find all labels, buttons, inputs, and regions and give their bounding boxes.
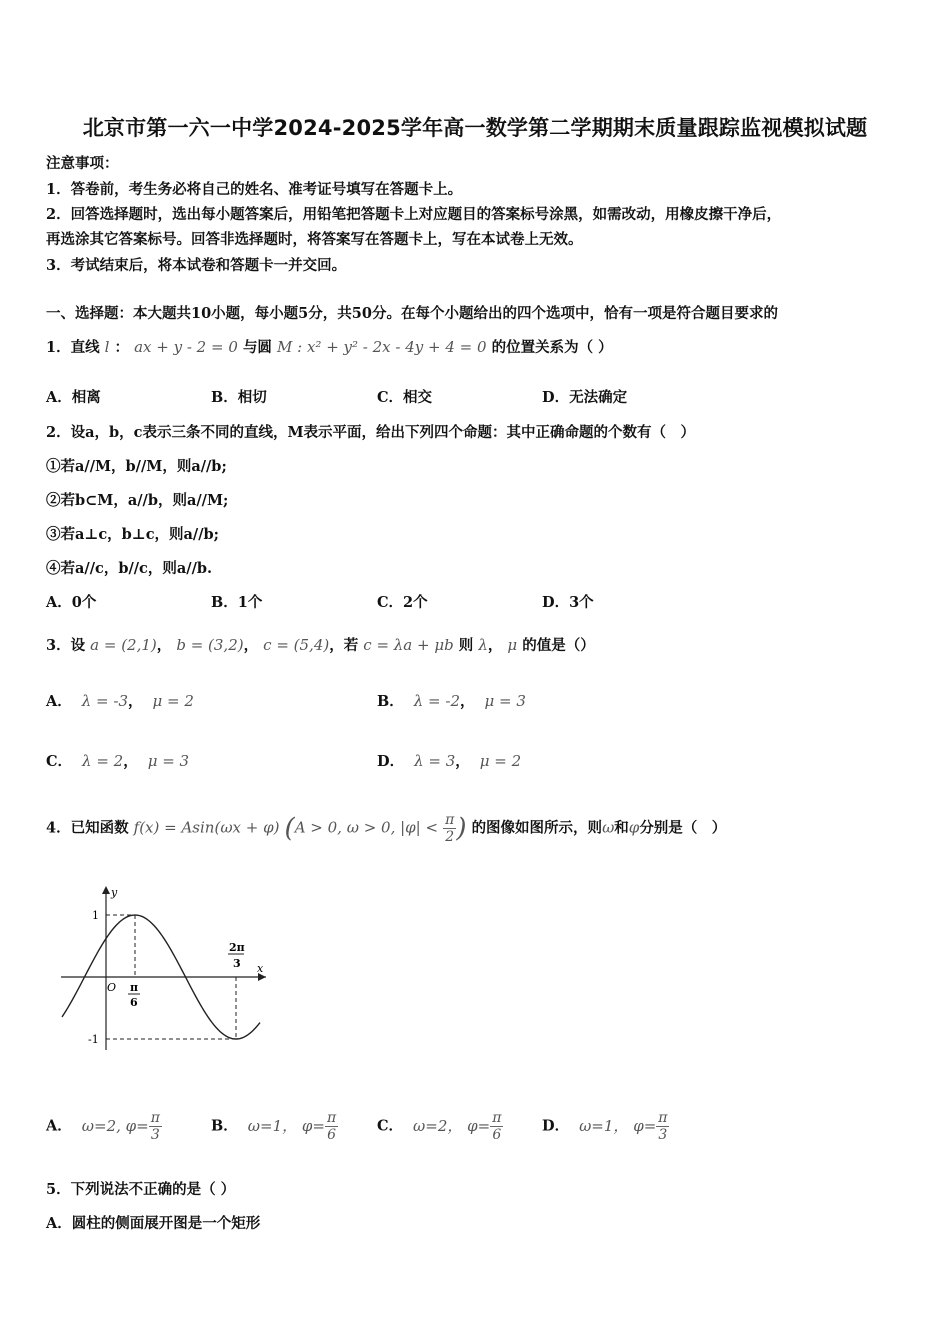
- q3-option-d: [377, 750, 521, 771]
- option-lambda: λ = -2: [413, 692, 460, 710]
- tick-one: 1: [92, 909, 99, 922]
- tick-pi6-num: π: [130, 981, 139, 994]
- frac-num: π: [658, 1110, 668, 1126]
- option-label: D．: [377, 753, 405, 770]
- q1-prefix: 1．直线: [46, 339, 100, 356]
- note-item: 2．回答选择题时，选出每小题答案后，用铅笔把答题卡上对应题目的答案标号涂黑，如需改动，用橡皮擦干净后，: [46, 206, 782, 223]
- q3-vector-b: b = (3,2): [176, 636, 244, 654]
- q4-omega: ω: [602, 818, 615, 837]
- frac-den: 3: [658, 1127, 668, 1143]
- q3-option-b: [377, 690, 526, 711]
- x-label: x: [257, 962, 264, 975]
- q1-option-d: D．无法确定: [542, 389, 628, 406]
- q4-option-b: [211, 1110, 338, 1143]
- q4-suffix: 的图像如图所示，则: [471, 819, 603, 837]
- q3-ze: 则: [458, 637, 474, 654]
- option-value: ω=1， φ=: [247, 1116, 325, 1135]
- option-mu: μ = 2: [152, 692, 194, 710]
- q3-relation: c = λa + μb: [363, 636, 454, 654]
- q1-option-b: B．相切: [211, 389, 267, 406]
- frac-num: π: [326, 1110, 337, 1126]
- question-5: 5．下列说法不正确的是（ ）: [46, 1181, 236, 1198]
- q1-line-equation: ax + y - 2 = 0: [134, 338, 238, 356]
- q3-suffix: 的值是（）: [522, 637, 595, 654]
- option-value: ω=1， φ=: [579, 1116, 657, 1135]
- note-item: 3．考试结束后，将本试卷和答题卡一并交回。: [46, 257, 347, 274]
- q4-option-a: [46, 1110, 162, 1143]
- q4-function: f(x) = Asin(ωx + φ): [133, 818, 280, 837]
- q3-comma: ，: [123, 753, 138, 770]
- q3-option-c: [46, 750, 189, 771]
- q1-l: l: [104, 338, 110, 356]
- option-label: D．: [542, 1117, 570, 1135]
- tick-neg-one: -1: [88, 1033, 99, 1046]
- q4-paren-close: ): [456, 813, 467, 844]
- q4-phi: φ: [628, 818, 640, 837]
- frac-num: π: [150, 1110, 160, 1126]
- option-label: A．: [46, 693, 72, 710]
- frac-den: 3: [150, 1127, 160, 1143]
- q2-option-d: D．3个: [542, 594, 594, 611]
- q3-comma: ，: [128, 693, 143, 710]
- sine-graph: [56, 880, 271, 1055]
- q4-paren-open: (: [284, 813, 295, 844]
- q3-comma: ，: [455, 753, 470, 770]
- q1-option-c: C．相交: [377, 389, 433, 406]
- option-label: B．: [211, 1117, 238, 1135]
- tick-2pi3-den: 3: [233, 957, 241, 970]
- note-item: 再选涂其它答案标号。回答非选择题时，将答案写在答题卡上，写在本试卷上无效。: [46, 231, 583, 248]
- option-mu: μ = 2: [479, 752, 522, 770]
- option-mu: μ = 3: [484, 692, 526, 710]
- option-lambda: λ = -3: [81, 692, 128, 710]
- q2-proposition: ①若a//M，b//M，则a//b;: [46, 458, 227, 475]
- q4-condition: A > 0, ω > 0, |φ| <: [294, 818, 439, 837]
- q2-option-c: C．2个: [377, 594, 428, 611]
- tick-2pi3-num: 2π: [229, 941, 245, 954]
- option-mu: μ = 3: [147, 752, 190, 770]
- notes-heading: 注意事项：: [46, 155, 119, 172]
- q3-prefix: 3．设: [46, 637, 86, 654]
- q3-vector-c: c = (5,4): [263, 636, 330, 654]
- q4-suffix2: 分别是（ ）: [639, 819, 727, 837]
- frac-den: 6: [492, 1127, 502, 1143]
- question-1: [46, 336, 613, 357]
- q2-option-a: A．0个: [46, 594, 97, 611]
- q2-proposition: ③若a⊥c，b⊥c，则a//b;: [46, 526, 220, 543]
- frac-den: 2: [445, 829, 455, 845]
- option-lambda: λ = 3: [414, 752, 456, 770]
- q1-colon: ：: [114, 339, 130, 356]
- option-fraction: [490, 1110, 503, 1143]
- q3-lambda: λ: [478, 636, 488, 654]
- q1-suffix: 的位置关系为（ ）: [491, 339, 613, 356]
- question-2: 2．设a，b，c表示三条不同的直线，M表示平面，给出下列四个命题：其中正确命题的个数有（ ）: [46, 424, 695, 441]
- q5-option-a: A．圆柱的侧面展开图是一个矩形: [46, 1215, 261, 1232]
- note-item: 1．答卷前，考生务必将自己的姓名、准考证号填写在答题卡上。: [46, 181, 463, 198]
- q1-option-a: A．相离: [46, 389, 101, 406]
- q4-pi-over-2: [443, 812, 456, 845]
- option-label: C．: [46, 753, 73, 770]
- section-heading: 一、选择题：本大题共10小题，每小题5分，共50分。在每个小题给出的四个选项中，恰有一项是符合题目要求的: [46, 305, 778, 322]
- y-axis-arrow: [102, 886, 110, 894]
- frac-num: π: [445, 812, 455, 828]
- option-lambda: λ = 2: [82, 752, 124, 770]
- option-value: ω=2， φ=: [413, 1116, 491, 1135]
- q2-proposition: ④若a//c，b//c，则a//b.: [46, 560, 213, 577]
- q4-prefix: 4．已知函数: [46, 819, 129, 837]
- q3-comma: ，: [460, 693, 475, 710]
- q3-option-a: [46, 690, 194, 711]
- q2-proposition: ②若b⊂M，a//b，则a//M;: [46, 492, 229, 509]
- q1-circle-equation: M : x² + y² - 2x - 4y + 4 = 0: [277, 338, 487, 356]
- origin-label: O: [107, 981, 117, 994]
- q3-mu: μ: [507, 636, 518, 654]
- page-title: 北京市第一六一中学2024-2025学年高一数学第二学期期末质量跟踪监视模拟试题: [82, 116, 868, 140]
- q3-comma: ，: [156, 637, 172, 654]
- option-label: B．: [377, 693, 404, 710]
- question-4: [46, 812, 726, 845]
- tick-pi6-den: 6: [130, 996, 138, 1009]
- q3-comma: ，: [487, 637, 503, 654]
- q3-comma: ，: [243, 637, 259, 654]
- q3-vector-a: a = (2,1): [90, 636, 157, 654]
- q4-option-c: [377, 1110, 503, 1143]
- frac-num: π: [492, 1110, 502, 1126]
- option-fraction: [656, 1110, 669, 1143]
- frac-den: 6: [327, 1127, 337, 1143]
- y-label: y: [111, 886, 118, 899]
- q4-option-d: [542, 1110, 669, 1143]
- option-label: A．: [46, 1117, 72, 1135]
- option-fraction: [325, 1110, 338, 1143]
- q1-mid: 与圆: [242, 339, 272, 356]
- option-value: ω=2, φ=: [81, 1116, 149, 1135]
- q4-and: 和: [614, 819, 629, 837]
- option-fraction: [149, 1110, 162, 1143]
- q2-option-b: B．1个: [211, 594, 263, 611]
- q3-ruo: ，若: [329, 637, 359, 654]
- question-3: [46, 634, 595, 655]
- option-label: C．: [377, 1117, 404, 1135]
